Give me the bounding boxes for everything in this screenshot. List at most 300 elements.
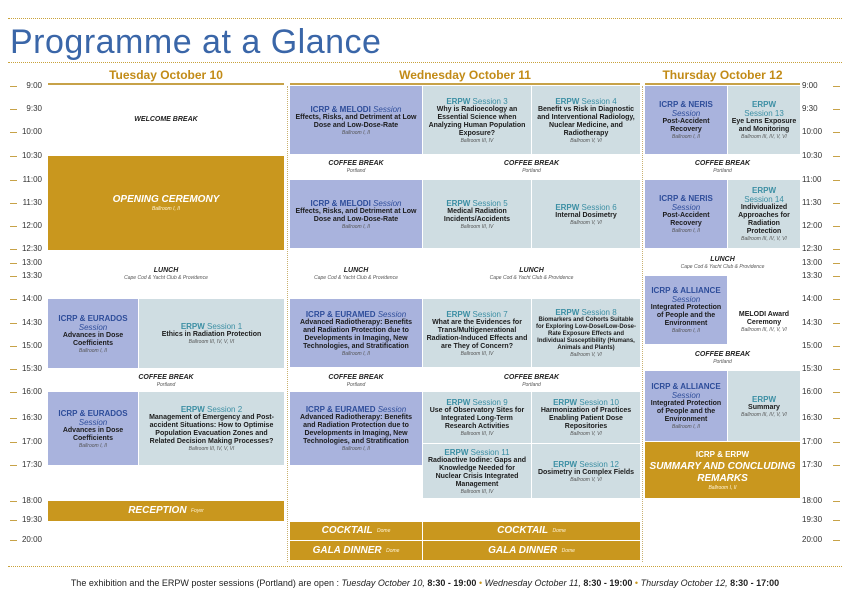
time-tick [10,226,17,227]
time-label-left: 9:30 [26,104,42,113]
block-org: ERPW [446,398,471,407]
block-title: Radioactive Iodine: Gaps and Knowledge Needed for Nuclear Crisis Integrated Management [427,456,527,488]
time-tick [833,132,840,133]
block-title: Ethics in Radiation Protection [161,331,262,338]
time-label-left: 16:30 [21,413,42,422]
time-tick [10,132,17,133]
wed-cocktail-b [423,522,640,540]
block-session: Session 6 [581,202,617,212]
thu-coffee-break-2 [645,351,800,365]
block-org: ICRP & EURADOS [58,408,128,418]
time-tick [10,180,17,181]
time-tick [833,418,840,419]
block-session: Session [373,198,402,208]
block-title: Dosimetry in Complex Fields [537,468,635,476]
block-session: Session 14 [744,195,784,204]
time-tick [10,369,17,370]
day-header-wednesday: Wednesday October 11 [399,68,531,82]
block-org: ICRP & ALLIANCE [651,286,721,295]
block-room: Ballroom I, II [341,223,371,230]
block-room: Ballroom III, IV [460,431,494,437]
block-title: Post-Accident Recovery [662,118,710,133]
block-org: ICRP & ERPW [695,450,750,459]
wed-gala-dinner-a [290,541,422,560]
day-rule-wednesday [290,83,640,85]
break-title: WELCOME BREAK [134,116,198,123]
block-org: ERPW [446,96,471,106]
block-room: Ballroom I, II [341,129,371,136]
time-label-left: 12:30 [21,244,42,253]
time-tick [833,86,840,87]
block-title: COCKTAIL [321,525,373,536]
block-title: RECEPTION [128,505,187,516]
block-header [306,405,406,414]
block-title: Use of Observatory Sites for Integrated Long-Term Research Activities [429,407,525,430]
tue-coffee-break [48,374,284,388]
block-org: ICRP & MELODI [310,104,371,114]
thu-coffee-break-1 [645,160,800,174]
thu-neris-session-2 [645,180,727,248]
break-title: COFFEE BREAK [138,374,194,381]
block-header [446,97,507,106]
time-tick [10,299,17,300]
wed-cocktail-a [290,522,422,540]
time-tick [10,520,17,521]
time-label-right: 17:30 [802,460,823,469]
time-label-right: 13:00 [802,258,823,267]
time-tick [833,299,840,300]
day-rule-tuesday [48,83,284,85]
block-room: Foyer [191,508,204,514]
time-label-right: 10:00 [802,127,823,136]
time-tick [833,501,840,502]
wed-melodi-session-1 [290,86,422,154]
break-room: Cape Cod & Yacht Club & Providence [124,275,208,281]
column-separator [642,86,643,562]
tue-erpw-session-2 [139,392,284,465]
block-room: Ballroom V, VI [570,352,602,358]
wed-erpw-session-7 [423,299,531,367]
block-header [555,203,616,212]
break-room: Cape Cod & Yacht Club & Providence [314,275,398,281]
break-room: Cape Cod & Yacht Club & Providence [489,275,574,281]
block-org: ERPW [555,96,580,106]
block-session: Session [671,295,701,304]
block-room: Ballroom I, II [671,328,701,334]
block-session: Session 3 [472,96,508,106]
block-room: Ballroom III, IV, V, VI [741,236,787,242]
block-session: Session 1 [207,322,243,331]
footer-day-3: Thursday October 12, [640,578,728,588]
break-title: COFFEE BREAK [503,160,560,167]
block-title: Harmonization of Practices Enabling Patient Dose Repositories [540,407,632,430]
block-title: MELODI Award Ceremony [738,310,790,326]
break-room: Portland [713,359,732,365]
block-org: ERPW [752,100,776,109]
wed-erpw-session-9 [423,392,531,443]
time-tick [10,392,17,393]
block-title: Integrated Protection of People and the Environment [650,304,722,327]
time-label-right: 9:00 [802,81,818,90]
block-header [181,405,242,414]
tue-opening-ceremony [48,156,284,250]
time-tick [10,86,17,87]
time-label-left: 11:00 [22,175,42,184]
block-room: Ballroom III, IV, V, VI [741,411,787,418]
block-title: Effects, Risks, and Detriment at Low Dose and Low-Dose-Rate [295,207,417,223]
block-session: Session [373,104,402,114]
time-tick [10,346,17,347]
day-header-tuesday: Tuesday October 10 [109,68,223,82]
time-tick [833,203,840,204]
time-tick [833,369,840,370]
block-session: Session 10 [579,398,619,407]
wed-coffee-break-2b [423,374,640,388]
block-org: ERPW [446,309,471,319]
time-tick [10,540,17,541]
time-tick [833,263,840,264]
time-label-right: 16:00 [802,387,823,396]
top-dotted-rule [8,18,842,19]
block-room: Dome [561,547,575,554]
time-tick [10,203,17,204]
time-tick [10,418,17,419]
block-room: Ballroom I, II [671,134,701,140]
break-room: Cape Cod & Yacht Club & Providence [680,264,765,270]
time-tick [10,156,17,157]
block-title: GALA DINNER [488,544,558,556]
block-org: ERPW [752,394,776,404]
thu-lunch [645,256,800,270]
time-label-left: 10:30 [21,151,42,160]
time-label-right: 20:00 [802,535,823,544]
time-tick [10,323,17,324]
time-label-left: 11:30 [22,198,42,207]
title-dotted-rule [8,62,842,63]
time-tick [10,249,17,250]
footer-lead: The exhibition and the ERPW poster sessions (Portland) are open : [70,578,339,588]
block-org: ERPW [444,447,469,457]
block-org: ICRP & EURAMED [305,405,376,414]
time-label-left: 14:00 [21,294,42,303]
block-title: Why is Radioecology an Essential Science when Analyzing Human Population Exposure? [428,105,526,137]
wed-erpw-session-5 [423,180,531,248]
wed-melodi-session-2 [290,180,422,248]
time-label-right: 15:30 [802,364,823,373]
break-title: COFFEE BREAK [694,351,751,358]
block-room: Ballroom I, II [341,350,371,357]
wed-erpw-session-4 [532,86,640,154]
time-label-left: 19:30 [21,515,42,524]
break-title: COFFEE BREAK [503,374,560,381]
break-room: Portland [346,382,366,388]
time-tick [833,442,840,443]
block-org: ERPW [446,198,471,208]
time-tick [833,180,840,181]
block-org: ERPW [553,459,578,469]
block-header [553,398,619,407]
block-room: Ballroom III, IV, V, VI [741,134,787,140]
block-title: Advanced Radiotherapy: Benefits and Radiation Protection due to Developments in Imaging, New Technologies, and Stratification [299,414,413,445]
break-title: COFFEE BREAK [328,160,384,167]
wed-erpw-session-10 [532,392,640,443]
footer-note [0,578,850,588]
wed-erpw-session-8 [532,299,640,367]
block-title: What are the Evidences for Trans/Multigenerational Radiation-Induced Effects and are They of Concern? [426,318,528,350]
time-tick [833,109,840,110]
tue-session-eurados-2 [48,392,138,465]
time-label-right: 11:00 [802,175,822,184]
break-title: LUNCH [153,267,179,274]
tue-lunch [48,267,284,281]
tue-welcome-break [48,116,284,124]
time-tick [833,540,840,541]
footer-day-2: Wednesday October 11, [484,578,581,588]
block-org: ICRP & ALLIANCE [651,382,721,391]
block-title: SUMMARY AND CONCLUDING REMARKS [649,461,796,484]
block-room: Ballroom I, II [671,424,701,430]
thu-alliance-session-2 [645,371,727,441]
break-room: Portland [346,168,366,174]
block-header [555,97,616,106]
block-title: Medical Radiation Incidents/Accidents [443,207,511,223]
block-title: Eye Lens Exposure and Monitoring [731,118,797,133]
thu-alliance-session-1 [645,276,727,344]
tue-session-eurados-1 [48,299,138,368]
block-session: Session 13 [744,109,784,118]
block-session: Session 11 [470,447,510,457]
wed-erpw-session-3 [423,86,531,154]
time-label-right: 19:30 [802,515,823,524]
time-label-right: 10:30 [802,151,823,160]
block-title: Effects, Risks, and Detriment at Low Dose and Low-Dose-Rate [295,113,417,129]
block-org: ERPW [553,398,578,407]
thu-erpw-session-13 [728,86,800,154]
wed-coffee-break-2a [290,374,422,388]
time-tick [10,276,17,277]
block-title: Post-Accident Recovery [662,212,710,227]
tue-reception [48,501,284,521]
block-org: ERPW [555,308,580,317]
block-room: Ballroom V, VI [570,137,602,144]
wed-euramed-session-1 [290,299,422,367]
block-header [306,310,406,319]
block-title: GALA DINNER [312,544,382,556]
thu-closing-remarks [645,442,800,498]
day-rule-thursday [645,83,800,85]
time-label-left: 9:00 [26,81,42,90]
block-session: Session 8 [581,308,617,317]
block-title: Integrated Protection of People and the Environment [650,400,722,423]
break-title: COFFEE BREAK [694,160,751,167]
break-title: LUNCH [519,267,544,274]
block-title: Management of Emergency and Post-accident Situations: How to Optimise Population Evacuation Zones and Related Decision Making Processes? [149,414,274,445]
block-org: ERPW [180,405,205,414]
time-label-right: 11:30 [802,198,822,207]
block-org: ICRP & NERIS [659,100,713,109]
block-room: Ballroom I, II [671,228,701,234]
block-header [555,308,616,317]
block-header [444,448,509,457]
time-tick [833,520,840,521]
block-org: ERPW [180,322,205,331]
time-tick [833,226,840,227]
block-session: Session [671,109,701,118]
time-label-right: 17:00 [802,437,823,446]
time-label-left: 15:00 [21,341,42,350]
block-title: Advances in Dose Coefficients [62,331,124,347]
footer-time-2: 8:30 - 19:00 [583,578,633,588]
block-room: Ballroom III, IV [460,137,494,144]
time-tick [833,392,840,393]
block-header [553,460,619,469]
block-session: Session 5 [472,198,508,208]
time-label-left: 13:30 [21,271,42,280]
block-session: Session 2 [207,405,243,414]
block-header [446,398,507,407]
time-tick [833,156,840,157]
block-org: ERPW [752,186,776,195]
block-room: Dome [386,547,400,554]
block-org: ERPW [555,202,580,212]
block-header [310,199,401,208]
page-title: Programme at a Glance [10,23,382,61]
thu-neris-session-1 [645,86,727,154]
time-tick [833,276,840,277]
block-title: Individualized Approaches for Radiation Protection [738,204,790,235]
block-title: COCKTAIL [497,525,549,536]
block-room: Dome [552,528,566,534]
block-session: Session [78,322,108,332]
wed-coffee-break-1b [423,160,640,174]
block-room: Ballroom III, IV [460,350,494,357]
time-tick [10,109,17,110]
time-label-right: 15:00 [802,341,823,350]
break-title: COFFEE BREAK [328,374,384,381]
footer-day-1: Tuesday October 10, [341,578,425,588]
wed-lunch-a [290,267,422,281]
block-title: Summary [748,403,780,411]
wed-euramed-session-2 [290,392,422,465]
tue-erpw-session-1 [139,299,284,368]
time-label-right: 9:30 [802,104,818,113]
block-session: Session [671,391,701,400]
time-label-right: 13:30 [802,271,823,280]
block-session: Session [377,405,407,414]
block-room: Ballroom V, VI [570,476,602,483]
block-room: Dome [377,528,391,534]
block-title: Advanced Radiotherapy: Benefits and Radiation Protection due to Developments in Imaging, New Technologies, and Stratification [299,318,413,350]
block-room: Ballroom I, II [341,446,371,452]
time-label-left: 10:00 [21,127,42,136]
break-title: LUNCH [710,256,735,263]
block-session: Session 12 [579,459,619,469]
block-header [446,199,507,208]
block-room: Ballroom V, VI [570,219,602,226]
block-room: Ballroom III, IV [460,488,494,495]
block-room: Ballroom III, IV, V, VI [188,339,235,345]
day-header-thursday: Thursday October 12 [662,68,783,82]
block-session: Session [78,417,108,427]
block-org: ICRP & EURADOS [58,313,128,323]
time-label-left: 12:00 [21,221,42,230]
time-label-left: 17:30 [21,460,42,469]
block-session: Session [671,203,701,212]
time-label-right: 12:30 [802,244,823,253]
time-label-right: 12:00 [802,221,823,230]
block-title: Internal Dosimetry [555,211,617,219]
block-org: ICRP & EURAMED [305,309,376,319]
time-label-right: 14:00 [802,294,823,303]
block-room: Ballroom V, VI [570,431,602,437]
block-title: OPENING CEREMONY [112,194,220,205]
block-session: Session 9 [472,398,508,407]
wed-lunch-b [423,267,640,281]
time-tick [10,501,17,502]
block-org: ICRP & MELODI [310,198,371,208]
break-title: LUNCH [343,267,369,274]
time-tick [833,346,840,347]
time-label-left: 20:00 [21,535,42,544]
time-label-right: 14:30 [802,318,823,327]
time-label-left: 14:30 [21,318,42,327]
time-label-left: 15:30 [21,364,42,373]
block-room: Ballroom I, II [708,485,737,491]
thu-melodi-award [728,299,800,344]
footer-dotted-rule [8,566,842,567]
footer-time-3: 8:30 - 17:00 [730,578,780,588]
wed-coffee-break-1a [290,160,422,174]
break-room: Portland [522,382,541,388]
time-tick [10,442,17,443]
block-session: Session [377,309,407,319]
block-title: Advances in Dose Coefficients [62,426,124,442]
block-header [310,105,401,114]
footer-separator: • [478,578,483,588]
thu-erpw-summary [728,371,800,441]
time-tick [833,323,840,324]
block-room: Ballroom I, II [151,206,181,212]
time-label-left: 13:00 [21,258,42,267]
block-session: Session 7 [472,309,508,319]
block-title: Biomarkers and Cohorts Suitable for Exploring Low-Dose/Low-Dose-Rate Exposure Effects and Individual Susceptibility (Humans, Animals and Plants) [536,317,636,351]
time-label-left: 17:00 [21,437,42,446]
block-session: Session 4 [581,96,617,106]
footer-time-1: 8:30 - 19:00 [427,578,477,588]
time-tick [10,263,17,264]
break-room: Portland [522,168,541,174]
block-header [181,322,242,331]
time-tick [833,465,840,466]
time-label-left: 16:00 [21,387,42,396]
time-label-left: 18:00 [21,496,42,505]
wed-erpw-session-6 [532,180,640,248]
footer-separator: • [634,578,639,588]
block-room: Ballroom III, IV [460,223,494,230]
column-separator [287,86,288,562]
break-room: Portland [713,168,732,174]
block-header [446,310,507,319]
break-room: Portland [156,382,176,388]
block-room: Ballroom I, II [78,347,108,354]
thu-erpw-session-14 [728,180,800,248]
time-label-right: 16:30 [802,413,823,422]
wed-gala-dinner-b [423,541,640,560]
block-title: Benefit vs Risk in Diagnostic and Interventional Radiology, Nuclear Medicine, and Radiotherapy [537,105,635,137]
time-tick [833,249,840,250]
wed-erpw-session-11 [423,444,531,498]
time-label-right: 18:00 [802,496,823,505]
